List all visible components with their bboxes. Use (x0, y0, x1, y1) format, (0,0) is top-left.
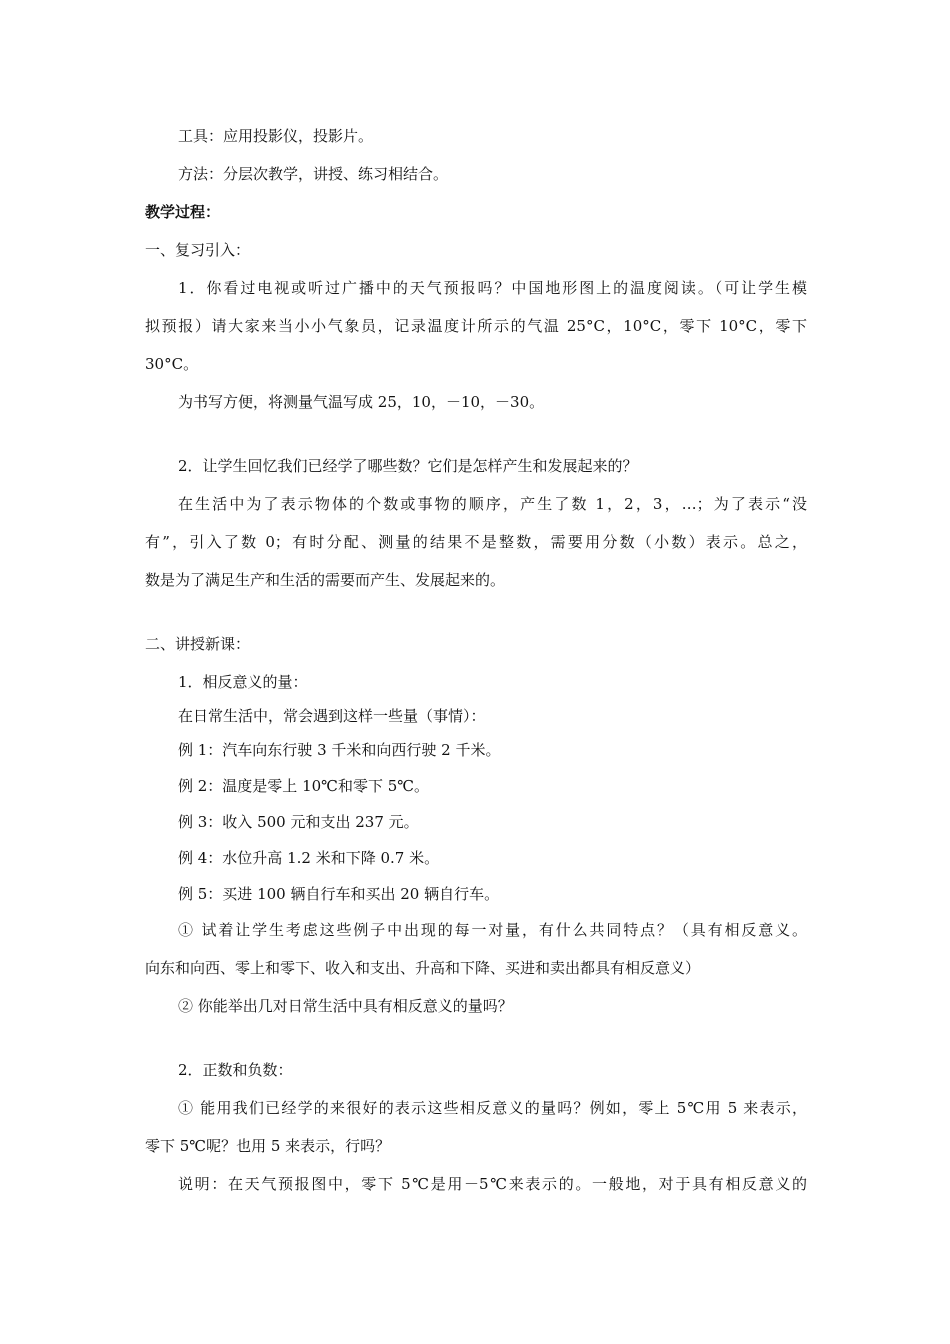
paragraph-line: 有”，引入了数 0；有时分配、测量的结果不是整数，需要用分数（小数）表示。总之， (145, 533, 807, 551)
subheading-positive-negative: 2．正数和负数： (178, 1061, 293, 1079)
paragraph-line: 数是为了满足生产和生活的需要而产生、发展起来的。 (145, 571, 506, 589)
paragraph-line: 拟预报）请大家来当小小气象员，记录温度计所示的气温 25°C，10°C，零下 10°C，零下 (145, 317, 807, 335)
example-line: 例 3：收入 500 元和支出 237 元。 (178, 813, 419, 831)
paragraph-line: 2．让学生回忆我们已经学了哪些数？它们是怎样产生和发展起来的？ (178, 457, 638, 475)
section-heading-teaching-process: 教学过程： (145, 203, 221, 221)
paragraph-line: 为书写方便，将测量气温写成 25，10，－10，－30。 (178, 393, 545, 411)
tools-line: 工具：应用投影仪，投影片。 (178, 127, 374, 145)
example-line: 例 5：买进 100 辆自行车和买出 20 辆自行车。 (178, 885, 500, 903)
paragraph-line: 在日常生活中，常会遇到这样一些量（事情）： (178, 707, 486, 725)
question-line: ① 能用我们已经学的来很好的表示这些相反意义的量吗？例如，零上 5℃用 5 来表示， (178, 1099, 807, 1117)
subheading-opposite-quantities: 1．相反意义的量： (178, 673, 308, 691)
paragraph-line: 说明：在天气预报图中，零下 5℃是用－5℃来表示的。一般地，对于具有相反意义的 (178, 1175, 807, 1193)
paragraph-line: 在生活中为了表示物体的个数或事物的顺序，产生了数 1，2，3，…；为了表示“没 (178, 495, 807, 513)
paragraph-line: 1．你看过电视或听过广播中的天气预报吗？中国地形图上的温度阅读。（可让学生模 (178, 279, 807, 297)
example-line: 例 2：温度是零上 10℃和零下 5℃。 (178, 777, 430, 795)
example-line: 例 1：汽车向东行驶 3 千米和向西行驶 2 千米。 (178, 741, 501, 759)
section-heading-new-lesson: 二、讲授新课： (145, 635, 251, 653)
paragraph-line: 向东和向西、零上和零下、收入和支出、升高和下降、买进和卖出都具有相反意义） (145, 959, 701, 977)
example-line: 例 4：水位升高 1.2 米和下降 0.7 米。 (178, 849, 440, 867)
paragraph-line: 30°C。 (145, 355, 199, 373)
section-heading-review: 一、复习引入： (145, 241, 251, 259)
question-line: ② 你能举出几对日常生活中具有相反意义的量吗？ (178, 997, 513, 1015)
question-line: ① 试着让学生考虑这些例子中出现的每一对量，有什么共同特点？（具有相反意义。 (178, 921, 807, 939)
paragraph-line: 零下 5℃呢？也用 5 来表示，行吗？ (145, 1137, 391, 1155)
methods-line: 方法：分层次教学，讲授、练习相结合。 (178, 165, 449, 183)
